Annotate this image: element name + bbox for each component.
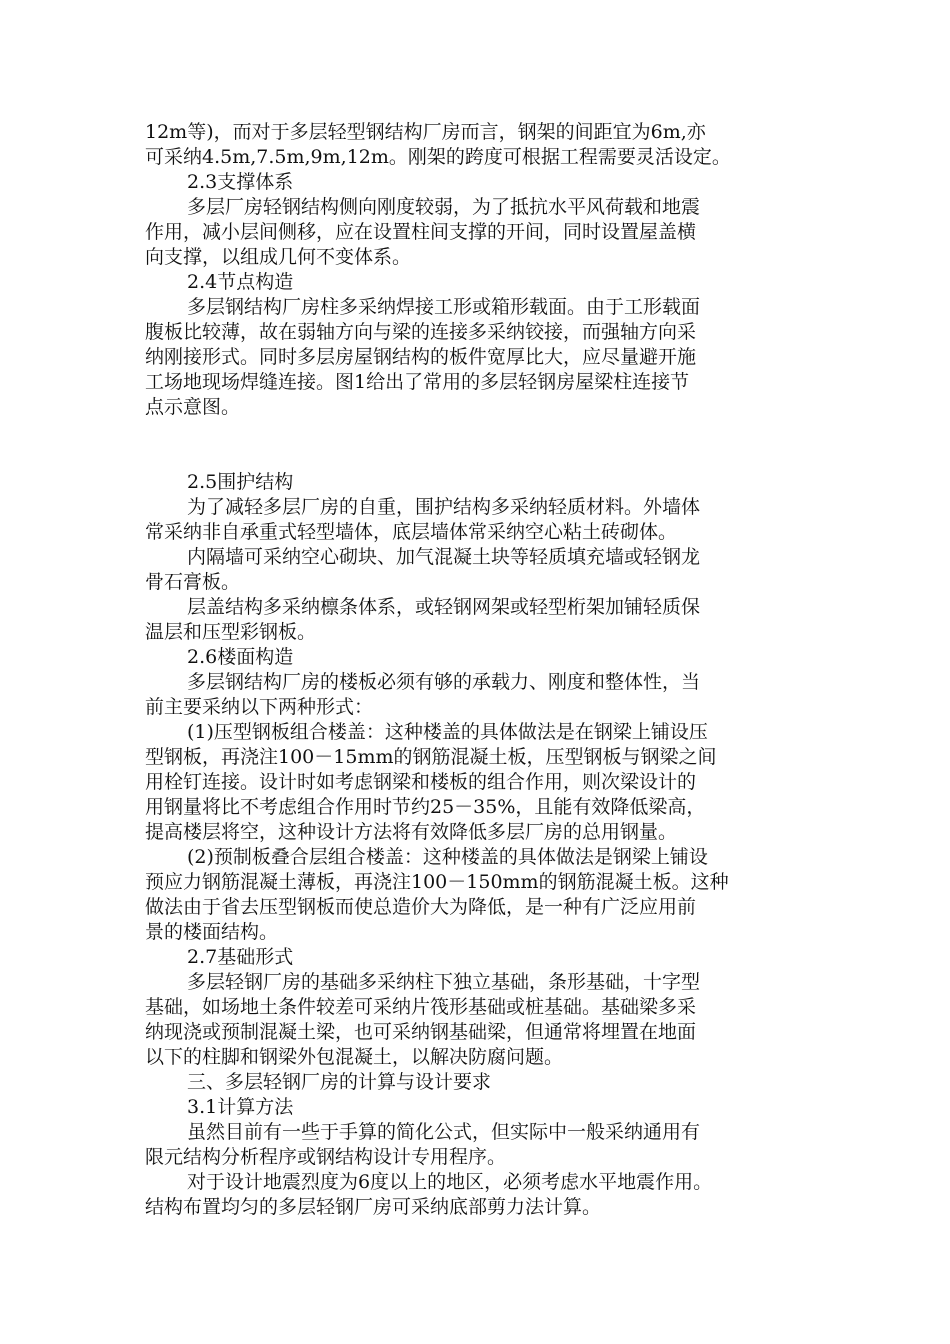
text-line: 提高楼层将空，这种设计方法将有效降低多层厂房的总用钢量。 bbox=[145, 821, 678, 843]
text-line: 预应力钢筋混凝土薄板，再浇注100－150mm的钢筋混凝土板。这种 bbox=[145, 871, 729, 893]
text-line: 限元结构分析程序或钢结构设计专用程序。 bbox=[145, 1146, 507, 1168]
text-line: 前主要采纳以下两种形式： bbox=[145, 696, 374, 718]
text-line: 12m等)，而对于多层轻型钢结构厂房而言，钢架的间距宜为6m,亦 bbox=[145, 121, 706, 143]
text-line: 向支撑，以组成几何不变体系。 bbox=[145, 246, 412, 268]
list-item-1: (1)压型钢板组合楼盖：这种楼盖的具体做法是在钢梁上铺设压 bbox=[187, 721, 708, 743]
text-line: 对于设计地震烈度为6度以上的地区，必须考虑水平地震作用。 bbox=[187, 1171, 713, 1193]
text-line: 多层钢结构厂房的楼板必须有够的承载力、刚度和整体性，当 bbox=[187, 671, 701, 693]
text-line: 腹板比较薄，故在弱轴方向与梁的连接多采纳铰接，而强轴方向采 bbox=[145, 321, 697, 343]
figure-gap bbox=[145, 420, 805, 470]
text-line: 用栓钉连接。设计时如考虑钢梁和楼板的组合作用，则次梁设计的 bbox=[145, 771, 697, 793]
section-heading-3-1: 3.1计算方法 bbox=[187, 1096, 294, 1118]
text-line: 多层轻钢厂房的基础多采纳柱下独立基础，条形基础，十字型 bbox=[187, 971, 701, 993]
section-heading-2-3: 2.3支撑体系 bbox=[187, 171, 294, 193]
section-heading-2-6: 2.6楼面构造 bbox=[187, 646, 294, 668]
text-line: 多层钢结构厂房柱多采纳焊接工形或箱形载面。由于工形载面 bbox=[187, 296, 701, 318]
text-line: 用钢量将比不考虑组合作用时节约25－35%，且能有效降低梁高， bbox=[145, 796, 706, 818]
text-line: 纳现浇或预制混凝土梁，也可采纳钢基础梁，但通常将埋置在地面 bbox=[145, 1021, 697, 1043]
text-line: 常采纳非自承重式轻型墙体，底层墙体常采纳空心粘土砖砌体。 bbox=[145, 521, 678, 543]
text-line: 多层厂房轻钢结构侧向刚度较弱，为了抵抗水平风荷载和地震 bbox=[187, 196, 701, 218]
document-body bbox=[145, 120, 805, 1220]
text-line: 骨石膏板。 bbox=[145, 571, 241, 593]
section-heading-2-7: 2.7基础形式 bbox=[187, 946, 294, 968]
text-line: 结构布置均匀的多层轻钢厂房可采纳底部剪力法计算。 bbox=[145, 1196, 602, 1218]
text-line: 工场地现场焊缝连接。图1给出了常用的多层轻钢房屋梁柱连接节 bbox=[145, 371, 690, 393]
text-line: 可采纳4.5m,7.5m,9m,12m。刚架的跨度可根据工程需要灵活设定。 bbox=[145, 146, 731, 168]
text-line: 作用，减小层间侧移，应在设置柱间支撑的开间，同时设置屋盖横 bbox=[145, 221, 697, 243]
chapter-heading-3: 三、多层轻钢厂房的计算与设计要求 bbox=[187, 1071, 492, 1093]
text-line: 层盖结构多采纳檩条体系，或轻钢网架或轻型桁架加铺轻质保 bbox=[187, 596, 701, 618]
text-line: 内隔墙可采纳空心砌块、加气混凝土块等轻质填充墙或轻钢龙 bbox=[187, 546, 701, 568]
list-item-2: (2)预制板叠合层组合楼盖：这种楼盖的具体做法是钢梁上铺设 bbox=[187, 846, 708, 868]
text-line: 纳刚接形式。同时多层房屋钢结构的板件宽厚比大，应尽量避开施 bbox=[145, 346, 697, 368]
text-line: 温层和压型彩钢板。 bbox=[145, 621, 317, 643]
text-line: 景的楼面结构。 bbox=[145, 921, 279, 943]
text-line: 为了减轻多层厂房的自重，围护结构多采纳轻质材料。外墙体 bbox=[187, 496, 701, 518]
section-heading-2-4: 2.4节点构造 bbox=[187, 271, 294, 293]
text-line: 基础，如场地土条件较差可采纳片筏形基础或桩基础。基础梁多采 bbox=[145, 996, 697, 1018]
section-heading-2-5: 2.5围护结构 bbox=[187, 471, 294, 493]
text-line: 做法由于省去压型钢板而使总造价大为降低，是一种有广泛应用前 bbox=[145, 896, 697, 918]
text-line: 虽然目前有一些于手算的简化公式，但实际中一般采纳通用有 bbox=[187, 1121, 701, 1143]
text-line: 点示意图。 bbox=[145, 396, 241, 418]
text-line: 型钢板，再浇注100－15mm的钢筋混凝土板，压型钢板与钢梁之间 bbox=[145, 746, 717, 768]
text-line: 以下的柱脚和钢梁外包混凝土，以解决防腐问题。 bbox=[145, 1046, 564, 1068]
